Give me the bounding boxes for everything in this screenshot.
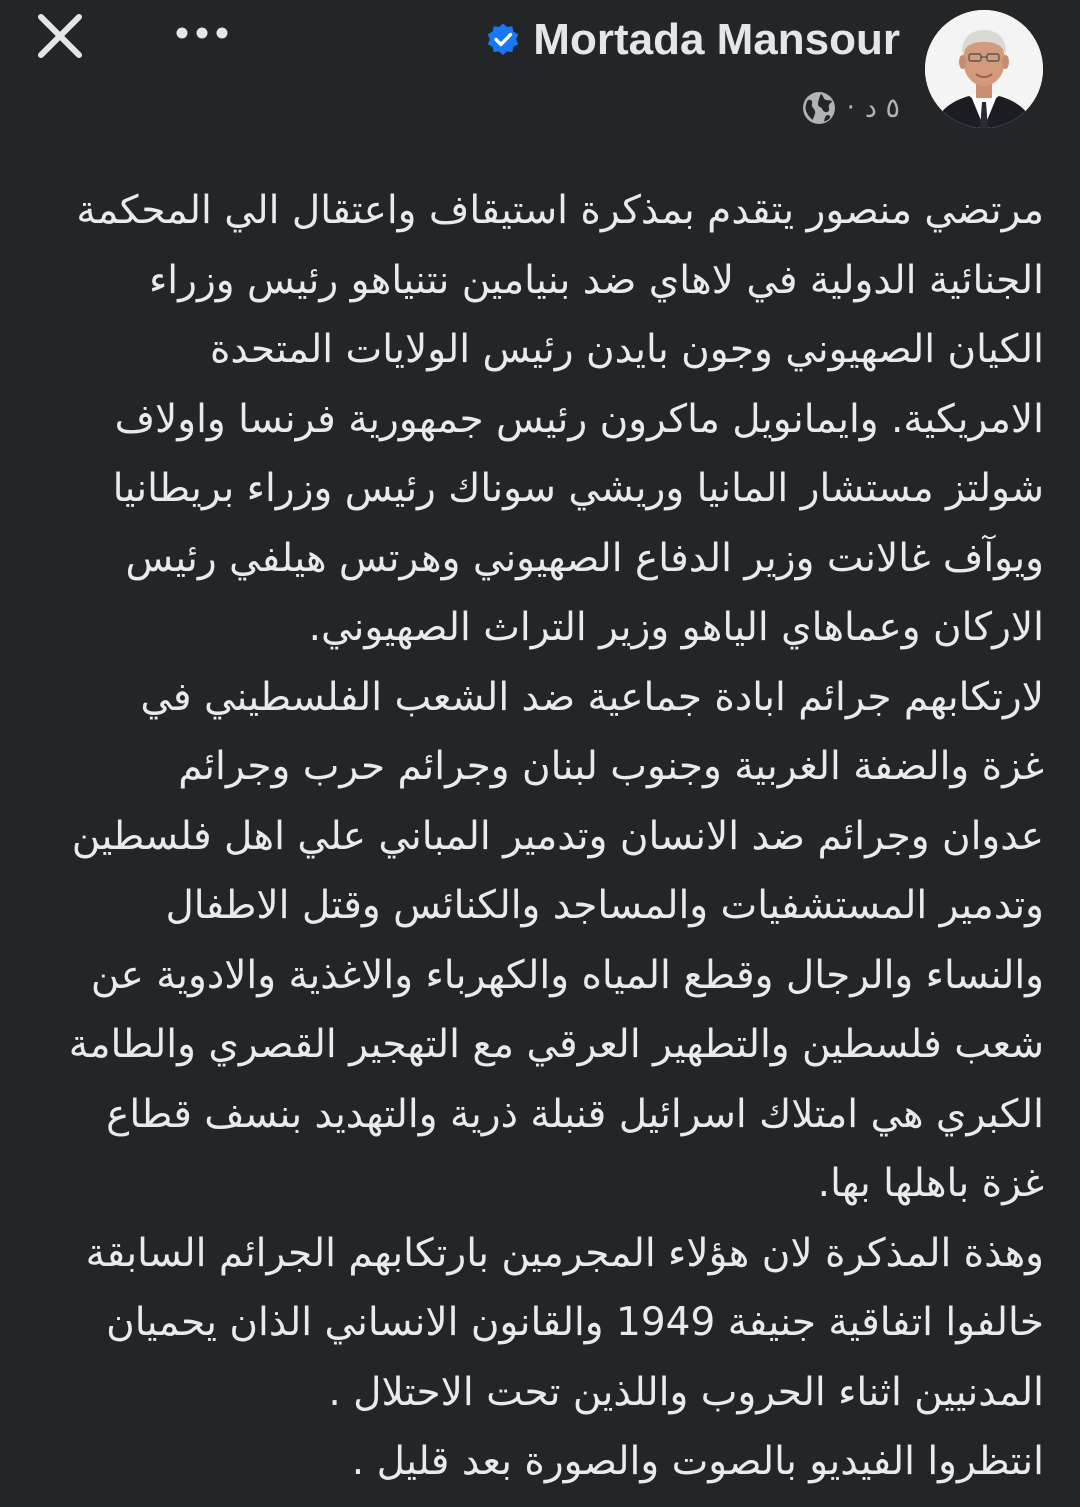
author-name[interactable]: Mortada Mansour: [533, 15, 900, 64]
post-text-line: غزة باهلها بها.: [817, 1161, 1044, 1206]
globe-icon[interactable]: [801, 90, 837, 126]
post-text-line: انتظروا الفيديو بالصوت والصورة بعد قليل .: [351, 1439, 1044, 1484]
author-profile-photo: [925, 10, 1043, 128]
post-text-line: الجنائية الدولية في لاهاي ضد بنيامين نتنياهو رئيس وزراء: [148, 257, 1044, 303]
avatar[interactable]: [925, 10, 1043, 128]
post-text: [36, 176, 1044, 1497]
post-text-line: المدنيين اثناء الحروب واللذين تحت الاحتلال .: [328, 1369, 1044, 1415]
post-text-line: الكيان الصهيوني وجون بايدن رئيس الولايات المتحدة: [209, 327, 1044, 372]
post-text-line: غزة والضفة الغربية وجنوب لبنان وجرائم حرب وجرائم: [178, 744, 1044, 789]
more-options-icon: [172, 16, 232, 50]
more-options-button[interactable]: [172, 16, 232, 50]
verified-badge-icon: [485, 22, 521, 58]
post-text-line: الاركان وعماهاي الياهو وزير التراث الصهيوني.: [308, 605, 1044, 650]
post-text-line: مرتضي منصور يتقدم بمذكرة استيقاف واعتقال الي المحكمة: [76, 188, 1044, 233]
post-text-line: عدوان وجرائم ضد الانسان وتدمير المباني علي اهل فلسطين: [71, 813, 1044, 859]
post-text-line: شولتز مستشار المانيا وريشي سوناك رئيس وزراء بريطانيا: [112, 466, 1044, 511]
post-text-line: والنساء والرجال وقطع المياه والكهرباء والاغذية والادوية عن: [90, 952, 1044, 998]
post-text-line: شعب فلسطين والتطهير العرقي مع التهجير القصري والطامة: [68, 1022, 1044, 1067]
close-button[interactable]: [34, 10, 86, 62]
post-meta: [801, 86, 900, 130]
meta-separator: ·: [846, 93, 855, 123]
post-text-line: لارتكابهم جرائم ابادة جماعية ضد الشعب الفلسطيني في: [140, 674, 1044, 720]
close-icon: [34, 10, 86, 62]
author-row: [485, 12, 900, 68]
post-timestamp[interactable]: ٥ د: [864, 92, 900, 124]
post-text-line: ويوآف غالانت وزير الدفاع الصهيوني وهرتس هيلفي رئيس: [125, 535, 1044, 581]
post-text-line: وهذة المذكرة لان هؤلاء المجرمين بارتكابهم الجرائم السابقة: [85, 1230, 1044, 1276]
post-text-line: الكبري هي امتلاك اسرائيل قنبلة ذرية والتهديد بنسف قطاع: [106, 1091, 1044, 1137]
post-text-line: الامريكية. وايمانويل ماكرون رئيس جمهورية فرنسا واولاف: [114, 396, 1044, 442]
post-text-line: خالفوا اتفاقية جنيفة 1949 والقانون الانساني الذان يحميان: [106, 1300, 1044, 1345]
post-header: [0, 0, 1080, 150]
post-text-line: وتدمير المستشفيات والمساجد والكنائس وقتل الاطفال: [165, 883, 1044, 928]
